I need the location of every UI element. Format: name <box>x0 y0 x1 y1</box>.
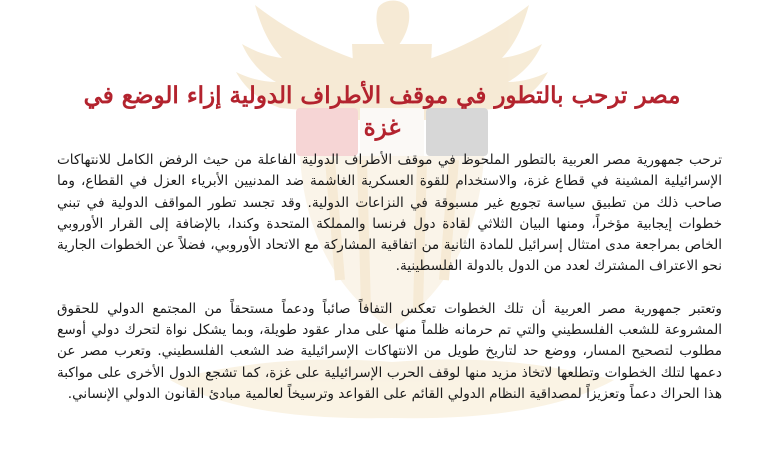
document-title: مصر ترحب بالتطور في موقف الأطراف الدولية إزاء الوضع في غزة <box>83 82 681 141</box>
paragraph-1: ترحب جمهورية مصر العربية بالتطور الملحوظ في موقف الأطراف الدولية الفاعلة من حيث الرفض الكامل للانتهاكات الإسرائيلية المشينة في قطاع غزة، والاستخدام للقوة العسكرية الغاشمة ضد المدنيين الأبرياء العزل في القطاع، وما صاحب ذلك من تطبيق سياسة تجويع غير مسبوقة في النزاعات الدولية. وقد تجسد تطور المواقف الدولية في تبني خطوات إيجابية مؤخراً، ومنها البيان الثلاثي لقادة دول فرنسا والمملكة المتحدة وكندا، بالإضافة إلى القرار الأوروبي الخاص بمراجعة مدى امتثال إسرائيل للمادة الثانية من اتفاقية المشاركة مع الاتحاد الأوروبي، فضلاً عن الخطوات الجارية نحو الاعتراف المشترك لعدد من الدول بالدولة الفلسطينية. <box>57 152 722 275</box>
eagle-head-shape <box>376 1 409 47</box>
paragraph-2: وتعتبر جمهورية مصر العربية أن تلك الخطوات تعكس التفافاً صائباً ودعماً مستحقاً من المجتمع الدولي للحقوق المشروعة للشعب الفلسطيني والتي تم حرمانه ظلماً منها على مدار عقود طويلة، وبما يشكل نواة لتحرك دولي أوسع مطلوب لتصحيح المسار، ووضع حد لتاريخ طويل من الانتهاكات الإسرائيلية ضد الشعب الفلسطيني. وتعرب مصر عن دعمها لتلك الخطوات وتطلعها لاتخاذ مزيد منها لوقف الحرب الإسرائيلية على غزة، كما تشجع الدول الأخرى على مواكبة هذا الحراك دعماً وتعزيزاً لمصداقية النظام الدولي القائم على القواعد وترسيخاً لعالمية مبادئ القانون الدولي الإنساني. <box>57 300 722 402</box>
document-body <box>57 150 722 405</box>
